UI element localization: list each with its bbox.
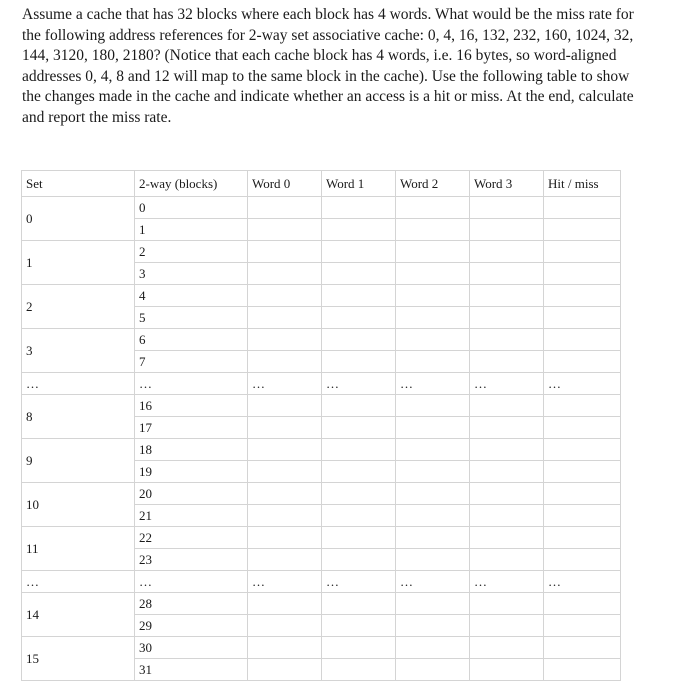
set-number-cell: 11 — [22, 527, 135, 571]
question-text: Assume a cache that has 32 blocks where each block has 4 words. What would be the miss rate for the following address references for 2-way set associative cache: 0, 4, 16, 132, 232, 160, 1024, 32, 144, 3120, 180, 2180? (Notice that each cache block has 4 words, i.e. 16 bytes, so word-aligned addresses 0, 4, 8 and 12 will map to the same block in the cache). Use the following table to show the changes made in the cache and indicate whether an access is a hit or miss. At the end, calculate and report the miss rate. — [22, 6, 634, 126]
word-2-cell[interactable] — [396, 659, 470, 681]
ellipsis-cell: … — [322, 373, 396, 395]
block-number-cell: 4 — [135, 285, 248, 307]
word-2-cell[interactable] — [396, 241, 470, 263]
word-2-cell[interactable] — [396, 307, 470, 329]
word-1-cell[interactable] — [322, 395, 396, 417]
word-0-cell[interactable] — [248, 219, 322, 241]
word-3-cell[interactable] — [470, 263, 544, 285]
word-0-cell[interactable] — [248, 615, 322, 637]
ellipsis-cell: … — [544, 373, 621, 395]
ellipsis-cell: … — [22, 571, 135, 593]
word-2-cell[interactable] — [396, 395, 470, 417]
block-row — [22, 637, 621, 659]
set-number-cell: 1 — [22, 241, 135, 285]
ellipsis-cell: … — [470, 571, 544, 593]
word-1-cell[interactable] — [322, 461, 396, 483]
word-1-cell[interactable] — [322, 439, 396, 461]
word-1-cell[interactable] — [322, 483, 396, 505]
word-0-cell[interactable] — [248, 505, 322, 527]
block-row — [22, 593, 621, 615]
word-1-cell[interactable] — [322, 637, 396, 659]
word-1-cell[interactable] — [322, 241, 396, 263]
header-word-3: Word 3 — [470, 171, 544, 197]
block-row — [22, 527, 621, 549]
word-1-cell[interactable] — [322, 615, 396, 637]
block-number-cell: 1 — [135, 219, 248, 241]
block-row — [22, 241, 621, 263]
block-number-cell: 29 — [135, 615, 248, 637]
hit-miss-cell[interactable] — [544, 417, 621, 439]
word-0-cell[interactable] — [248, 417, 322, 439]
word-2-cell[interactable] — [396, 197, 470, 219]
ellipsis-cell: … — [322, 571, 396, 593]
word-2-cell[interactable] — [396, 505, 470, 527]
hit-miss-cell[interactable] — [544, 659, 621, 681]
word-3-cell[interactable] — [470, 395, 544, 417]
block-number-cell: 0 — [135, 197, 248, 219]
hit-miss-cell[interactable] — [544, 197, 621, 219]
hit-miss-cell[interactable] — [544, 637, 621, 659]
word-3-cell[interactable] — [470, 483, 544, 505]
word-0-cell[interactable] — [248, 241, 322, 263]
word-1-cell[interactable] — [322, 197, 396, 219]
word-1-cell[interactable] — [322, 285, 396, 307]
word-2-cell[interactable] — [396, 527, 470, 549]
block-number-cell: 21 — [135, 505, 248, 527]
hit-miss-cell[interactable] — [544, 615, 621, 637]
hit-miss-cell[interactable] — [544, 483, 621, 505]
word-0-cell[interactable] — [248, 659, 322, 681]
hit-miss-cell[interactable] — [544, 219, 621, 241]
hit-miss-cell[interactable] — [544, 439, 621, 461]
word-0-cell[interactable] — [248, 593, 322, 615]
word-1-cell[interactable] — [322, 593, 396, 615]
word-1-cell[interactable] — [322, 263, 396, 285]
block-row — [22, 483, 621, 505]
word-1-cell[interactable] — [322, 549, 396, 571]
block-number-cell: 30 — [135, 637, 248, 659]
word-3-cell[interactable] — [470, 197, 544, 219]
block-row — [22, 439, 621, 461]
word-0-cell[interactable] — [248, 329, 322, 351]
word-3-cell[interactable] — [470, 461, 544, 483]
ellipsis-row — [22, 571, 621, 593]
word-1-cell[interactable] — [322, 329, 396, 351]
word-2-cell[interactable] — [396, 483, 470, 505]
word-2-cell[interactable] — [396, 263, 470, 285]
word-2-cell[interactable] — [396, 461, 470, 483]
word-0-cell[interactable] — [248, 637, 322, 659]
block-row — [22, 329, 621, 351]
word-0-cell[interactable] — [248, 263, 322, 285]
word-3-cell[interactable] — [470, 505, 544, 527]
word-2-cell[interactable] — [396, 285, 470, 307]
word-1-cell[interactable] — [322, 417, 396, 439]
word-2-cell[interactable] — [396, 439, 470, 461]
word-0-cell[interactable] — [248, 395, 322, 417]
block-number-cell: 20 — [135, 483, 248, 505]
set-number-cell: 2 — [22, 285, 135, 329]
word-1-cell[interactable] — [322, 307, 396, 329]
word-0-cell[interactable] — [248, 439, 322, 461]
word-3-cell[interactable] — [470, 329, 544, 351]
word-0-cell[interactable] — [248, 285, 322, 307]
block-number-cell: 23 — [135, 549, 248, 571]
word-1-cell[interactable] — [322, 527, 396, 549]
set-number-cell: 14 — [22, 593, 135, 637]
word-0-cell[interactable] — [248, 461, 322, 483]
set-number-cell: 3 — [22, 329, 135, 373]
hit-miss-cell[interactable] — [544, 351, 621, 373]
word-3-cell[interactable] — [470, 615, 544, 637]
ellipsis-cell: … — [396, 571, 470, 593]
block-number-cell: 6 — [135, 329, 248, 351]
block-number-cell: 16 — [135, 395, 248, 417]
word-0-cell[interactable] — [248, 527, 322, 549]
word-0-cell[interactable] — [248, 307, 322, 329]
word-0-cell[interactable] — [248, 483, 322, 505]
block-number-cell: 5 — [135, 307, 248, 329]
hit-miss-cell[interactable] — [544, 285, 621, 307]
word-2-cell[interactable] — [396, 615, 470, 637]
hit-miss-cell[interactable] — [544, 329, 621, 351]
set-number-cell: 9 — [22, 439, 135, 483]
word-3-cell[interactable] — [470, 241, 544, 263]
hit-miss-cell[interactable] — [544, 307, 621, 329]
word-2-cell[interactable] — [396, 417, 470, 439]
block-number-cell: 28 — [135, 593, 248, 615]
hit-miss-cell[interactable] — [544, 241, 621, 263]
hit-miss-cell[interactable] — [544, 263, 621, 285]
hit-miss-cell[interactable] — [544, 395, 621, 417]
word-2-cell[interactable] — [396, 593, 470, 615]
word-3-cell[interactable] — [470, 351, 544, 373]
hit-miss-cell[interactable] — [544, 461, 621, 483]
word-3-cell[interactable] — [470, 637, 544, 659]
word-2-cell[interactable] — [396, 637, 470, 659]
ellipsis-cell: … — [544, 571, 621, 593]
block-number-cell: 31 — [135, 659, 248, 681]
hit-miss-cell[interactable] — [544, 505, 621, 527]
word-3-cell[interactable] — [470, 659, 544, 681]
word-2-cell[interactable] — [396, 351, 470, 373]
word-3-cell[interactable] — [470, 307, 544, 329]
ellipsis-cell: … — [248, 373, 322, 395]
block-row — [22, 285, 621, 307]
ellipsis-row — [22, 373, 621, 395]
ellipsis-cell: … — [248, 571, 322, 593]
block-number-cell: 3 — [135, 263, 248, 285]
word-3-cell[interactable] — [470, 219, 544, 241]
word-2-cell[interactable] — [396, 219, 470, 241]
block-number-cell: 19 — [135, 461, 248, 483]
block-number-cell: 18 — [135, 439, 248, 461]
block-number-cell: 2 — [135, 241, 248, 263]
word-0-cell[interactable] — [248, 351, 322, 373]
set-number-cell: 0 — [22, 197, 135, 241]
block-number-cell: 7 — [135, 351, 248, 373]
word-0-cell[interactable] — [248, 549, 322, 571]
header-set: Set — [22, 171, 135, 197]
word-1-cell[interactable] — [322, 219, 396, 241]
word-2-cell[interactable] — [396, 329, 470, 351]
word-3-cell[interactable] — [470, 285, 544, 307]
word-1-cell[interactable] — [322, 351, 396, 373]
header-row — [22, 171, 621, 197]
word-2-cell[interactable] — [396, 549, 470, 571]
word-0-cell[interactable] — [248, 197, 322, 219]
hit-miss-cell[interactable] — [544, 593, 621, 615]
block-row — [22, 395, 621, 417]
cache-table — [21, 170, 621, 681]
word-3-cell[interactable] — [470, 549, 544, 571]
ellipsis-cell: … — [135, 373, 248, 395]
block-number-cell: 22 — [135, 527, 248, 549]
header-word-2: Word 2 — [396, 171, 470, 197]
header-word-0: Word 0 — [248, 171, 322, 197]
header-2way-blocks: 2-way (blocks) — [135, 171, 248, 197]
set-number-cell: 8 — [22, 395, 135, 439]
word-1-cell[interactable] — [322, 659, 396, 681]
word-3-cell[interactable] — [470, 527, 544, 549]
ellipsis-cell: … — [396, 373, 470, 395]
block-number-cell: 17 — [135, 417, 248, 439]
word-3-cell[interactable] — [470, 417, 544, 439]
header-hit-miss: Hit / miss — [544, 171, 621, 197]
word-3-cell[interactable] — [470, 593, 544, 615]
ellipsis-cell: … — [135, 571, 248, 593]
ellipsis-cell: … — [470, 373, 544, 395]
block-row — [22, 197, 621, 219]
hit-miss-cell[interactable] — [544, 549, 621, 571]
word-1-cell[interactable] — [322, 505, 396, 527]
set-number-cell: 15 — [22, 637, 135, 681]
word-3-cell[interactable] — [470, 439, 544, 461]
ellipsis-cell: … — [22, 373, 135, 395]
header-word-1: Word 1 — [322, 171, 396, 197]
hit-miss-cell[interactable] — [544, 527, 621, 549]
set-number-cell: 10 — [22, 483, 135, 527]
